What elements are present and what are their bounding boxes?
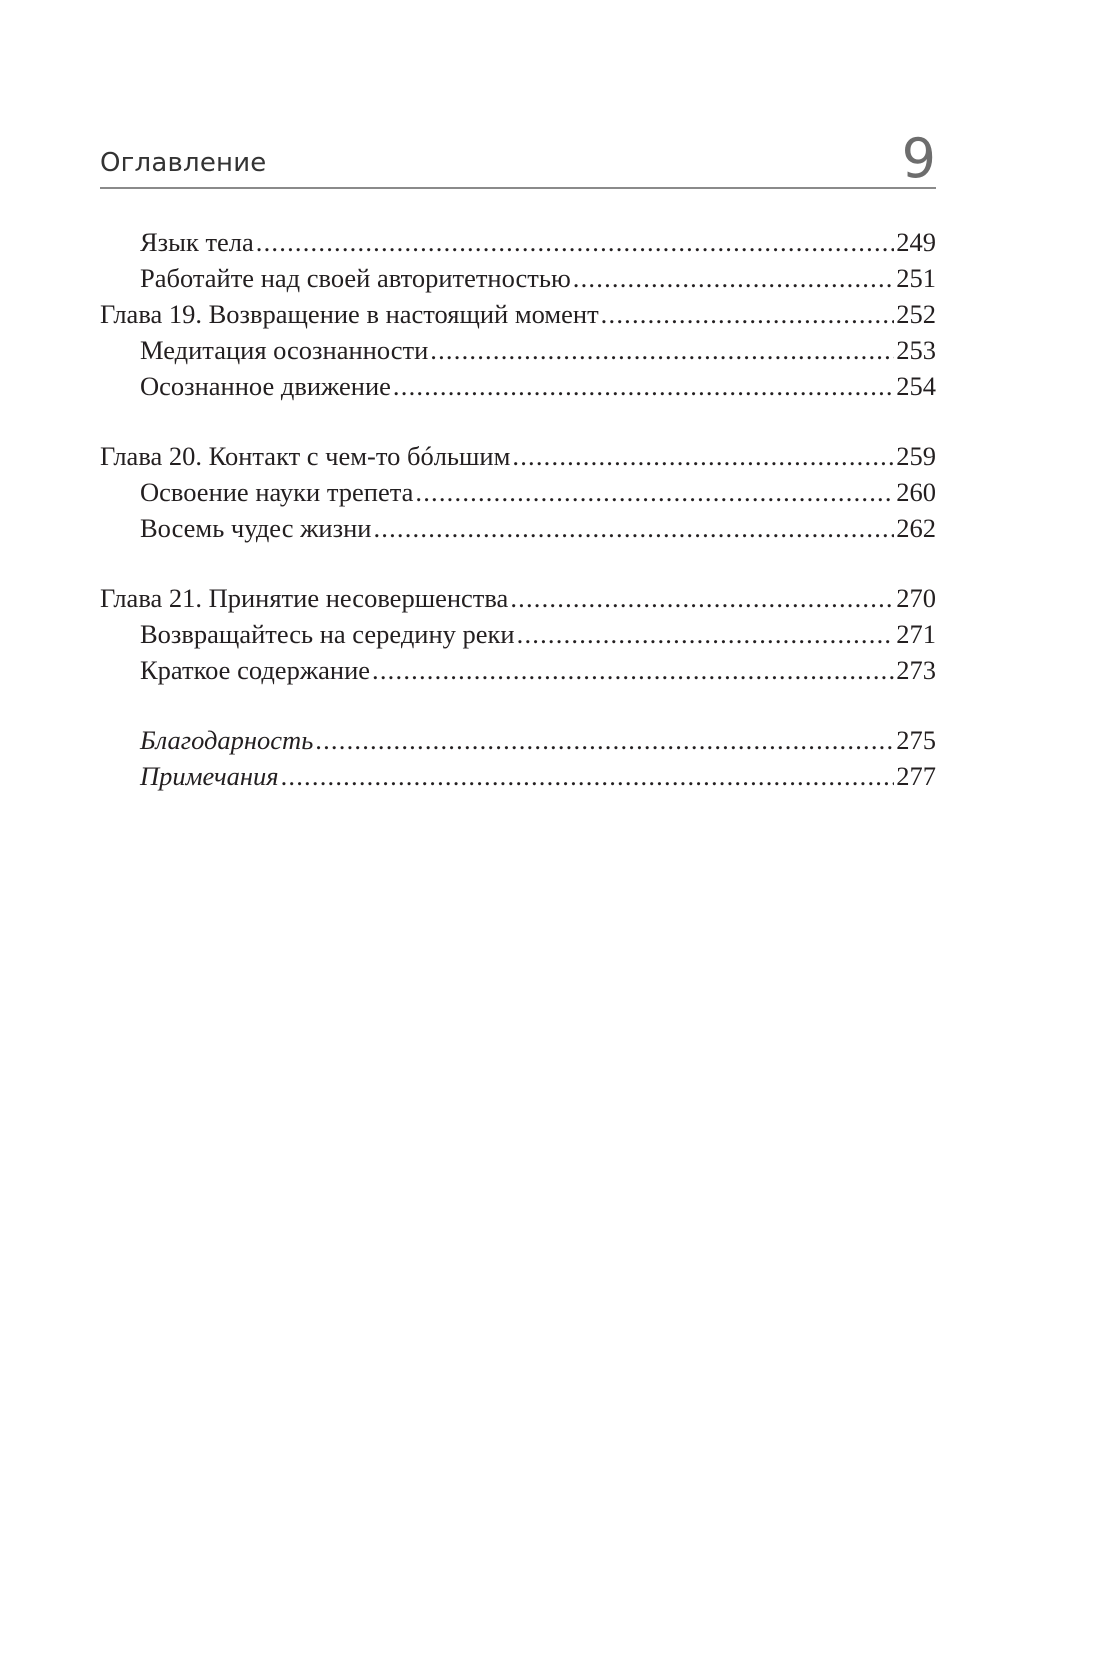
toc-entry-page: 260 [896, 477, 936, 507]
dot-leader [372, 652, 894, 688]
toc-entry-science-of-awe[interactable] [100, 474, 936, 510]
toc-entry-title: Осознанное движение [140, 371, 391, 401]
toc-chapter-19[interactable] [100, 296, 936, 332]
dot-leader [256, 224, 894, 260]
toc-entry-eight-wonders[interactable] [100, 510, 936, 546]
toc-entry-title: Благодарность [140, 725, 314, 755]
toc-entry-title: Медитация осознанности [140, 335, 429, 365]
toc-entry-page: 259 [896, 441, 936, 471]
toc-chapter-20[interactable] [100, 438, 936, 474]
toc-entry-title: Освоение науки трепета [140, 477, 414, 507]
group-spacer [100, 688, 936, 722]
group-spacer [100, 404, 936, 438]
dot-leader [281, 758, 895, 794]
page-header [100, 120, 936, 190]
dot-leader [510, 580, 894, 616]
dot-leader [517, 616, 895, 652]
toc-entry-page: 251 [896, 263, 936, 293]
toc-entry-page: 275 [896, 725, 936, 755]
toc-entry-mindful-movement[interactable] [100, 368, 936, 404]
toc-entry-middle-of-river[interactable] [100, 616, 936, 652]
toc-entry-title: Примечания [140, 761, 279, 791]
toc-entry-mindfulness-meditation[interactable] [100, 332, 936, 368]
toc-entry-page: 271 [896, 619, 936, 649]
toc-entry-body-language[interactable] [100, 224, 936, 260]
toc-entry-notes[interactable] [100, 758, 936, 794]
toc-entry-page: 253 [896, 335, 936, 365]
toc-entry-title: Краткое содержание [140, 655, 371, 685]
toc-entry-page: 249 [896, 227, 936, 257]
toc-entry-authority[interactable] [100, 260, 936, 296]
toc-entry-page: 277 [896, 761, 936, 791]
toc-entry-page: 270 [896, 583, 936, 613]
dot-leader [601, 296, 895, 332]
dot-leader [430, 332, 894, 368]
dot-leader [373, 510, 894, 546]
dot-leader [315, 722, 894, 758]
running-title: Оглавление [100, 148, 267, 178]
dot-leader [573, 260, 894, 296]
toc-entry-title: Работайте над своей авторитетностью [140, 263, 571, 293]
group-spacer [100, 546, 936, 580]
toc-chapter-21[interactable] [100, 580, 936, 616]
dot-leader [393, 368, 894, 404]
toc-entry-title: Возвращайтесь на середину реки [140, 619, 515, 649]
toc-entry-title: Восемь чудес жизни [140, 513, 372, 543]
toc-entry-page: 262 [896, 513, 936, 543]
dot-leader [512, 438, 894, 474]
page-number: 9 [901, 127, 936, 190]
toc-entry-summary[interactable] [100, 652, 936, 688]
table-of-contents [100, 224, 936, 794]
toc-entry-page: 252 [896, 299, 936, 329]
header-rule [100, 187, 936, 189]
toc-entry-page: 273 [896, 655, 936, 685]
toc-entry-title: Глава 21. Принятие несовершенства [100, 583, 509, 613]
dot-leader [415, 474, 894, 510]
toc-entry-title: Глава 19. Возвращение в настоящий момент [100, 299, 599, 329]
toc-entry-title: Глава 20. Контакт с чем-то бóльшим [100, 441, 511, 471]
toc-entry-title: Язык тела [140, 227, 254, 257]
toc-entry-acknowledgments[interactable] [100, 722, 936, 758]
toc-entry-page: 254 [896, 371, 936, 401]
